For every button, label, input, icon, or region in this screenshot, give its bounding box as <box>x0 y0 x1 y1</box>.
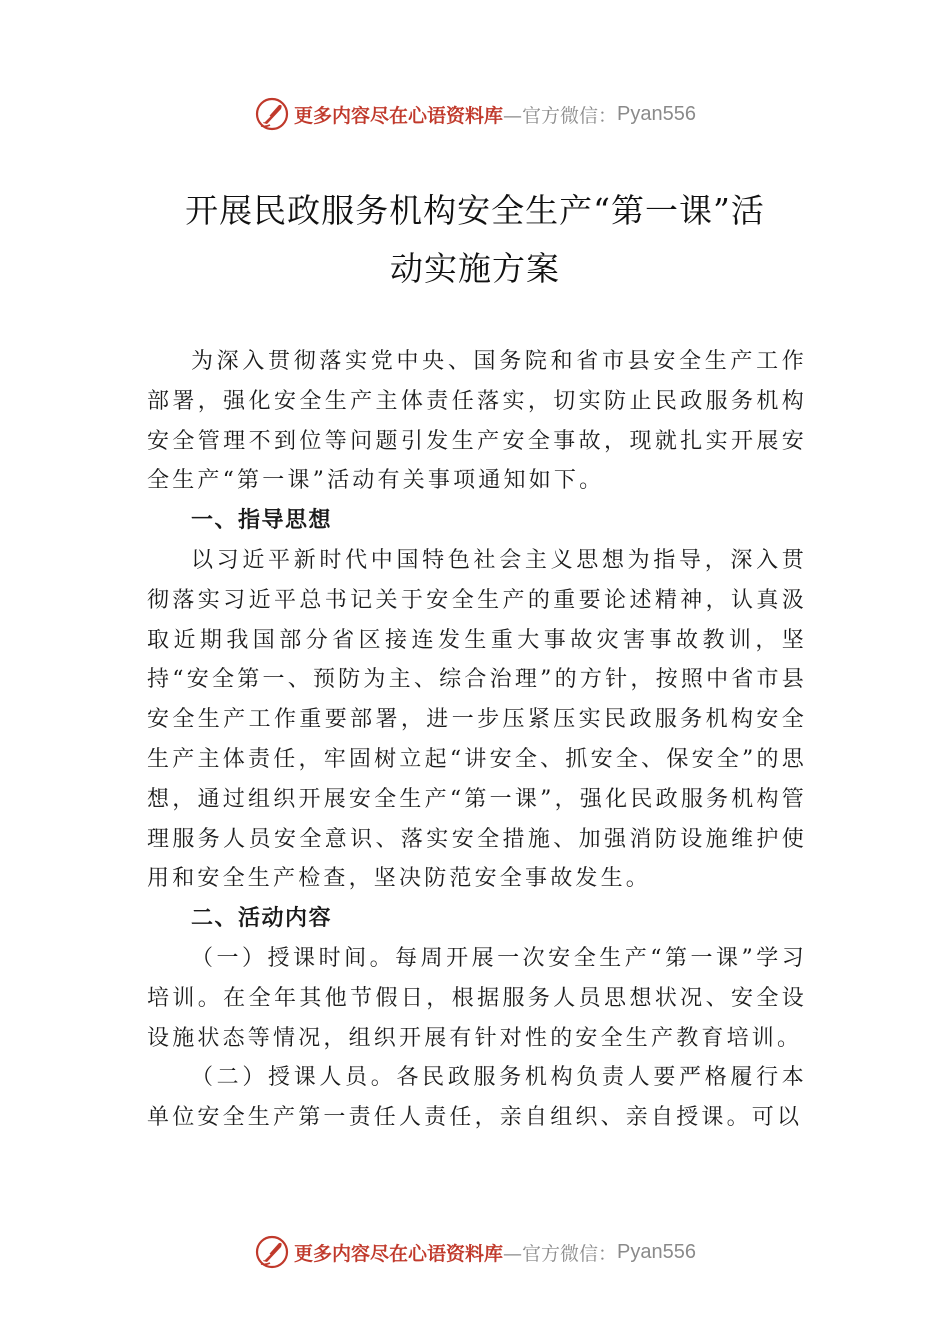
watermark-wechat-id: Pyan556 <box>617 1240 696 1263</box>
activity-item-time: （一）授课时间。每周开展一次安全生产“第一课”学习培训。在全年其他节假日，根据服务人员思想状况、安全设设施状态等情况，组织开展有针对性的安全生产教育培训。 <box>147 945 807 1051</box>
quill-pen-logo-icon <box>254 1234 290 1270</box>
watermark-main-text: 更多内容尽在心语资料库 <box>294 104 504 127</box>
title-line-1: 开展民政服务机构安全生产“第一课”活 <box>185 191 765 230</box>
guiding-ideology-paragraph: 以习近平新时代中国特色社会主义思想为指导，深入贯彻落实习近平总书记关于安全生产的重要论述精神，认真汲取近期我国部分省区接连发生重大事故灾害事故教训，坚持“安全第一、预防为主、综合治理”的方针，按照中省市县安全生产工作重要部署，进一步压紧压实民政服务机构安全生产主体责任，牢固树立起“讲安全、抓安全、保安全”的思想，通过组织开展安全生产“第一课”，强化民政服务机构管理服务人员安全意识、落实安全措施、加强消防设施维护使用和安全生产检查，坚决防范安全事故发生。 <box>147 547 807 892</box>
intro-paragraph: 为深入贯彻落实党中央、国务院和省市县安全生产工作部署，强化安全生产主体责任落实，切实防止民政服务机构安全管理不到位等问题引发生产安全事故，现就扎实开展安全生产“第一课”活动有关事项通知如下。 <box>147 349 807 494</box>
watermark-main-text: 更多内容尽在心语资料库 <box>294 1242 504 1265</box>
section-heading-activity-content: 二、活动内容 <box>191 906 333 932</box>
activity-item-instructors: （二）授课人员。各民政服务机构负责人要严格履行本单位安全生产第一责任人责任，亲自组织、亲自授课。可以 <box>147 1065 807 1131</box>
document-body <box>147 342 807 1138</box>
watermark-sub-text: —官方微信： <box>503 1242 618 1265</box>
section-heading-guiding-ideology: 一、指导思想 <box>191 508 333 534</box>
title-line-2: 动实施方案 <box>390 249 560 288</box>
watermark-banner-top <box>0 92 950 136</box>
watermark-sub-text: —官方微信： <box>503 104 618 127</box>
quill-pen-logo-icon <box>254 96 290 132</box>
document-title <box>100 182 850 298</box>
watermark-banner-bottom <box>0 1230 950 1274</box>
watermark-wechat-id: Pyan556 <box>617 102 696 125</box>
